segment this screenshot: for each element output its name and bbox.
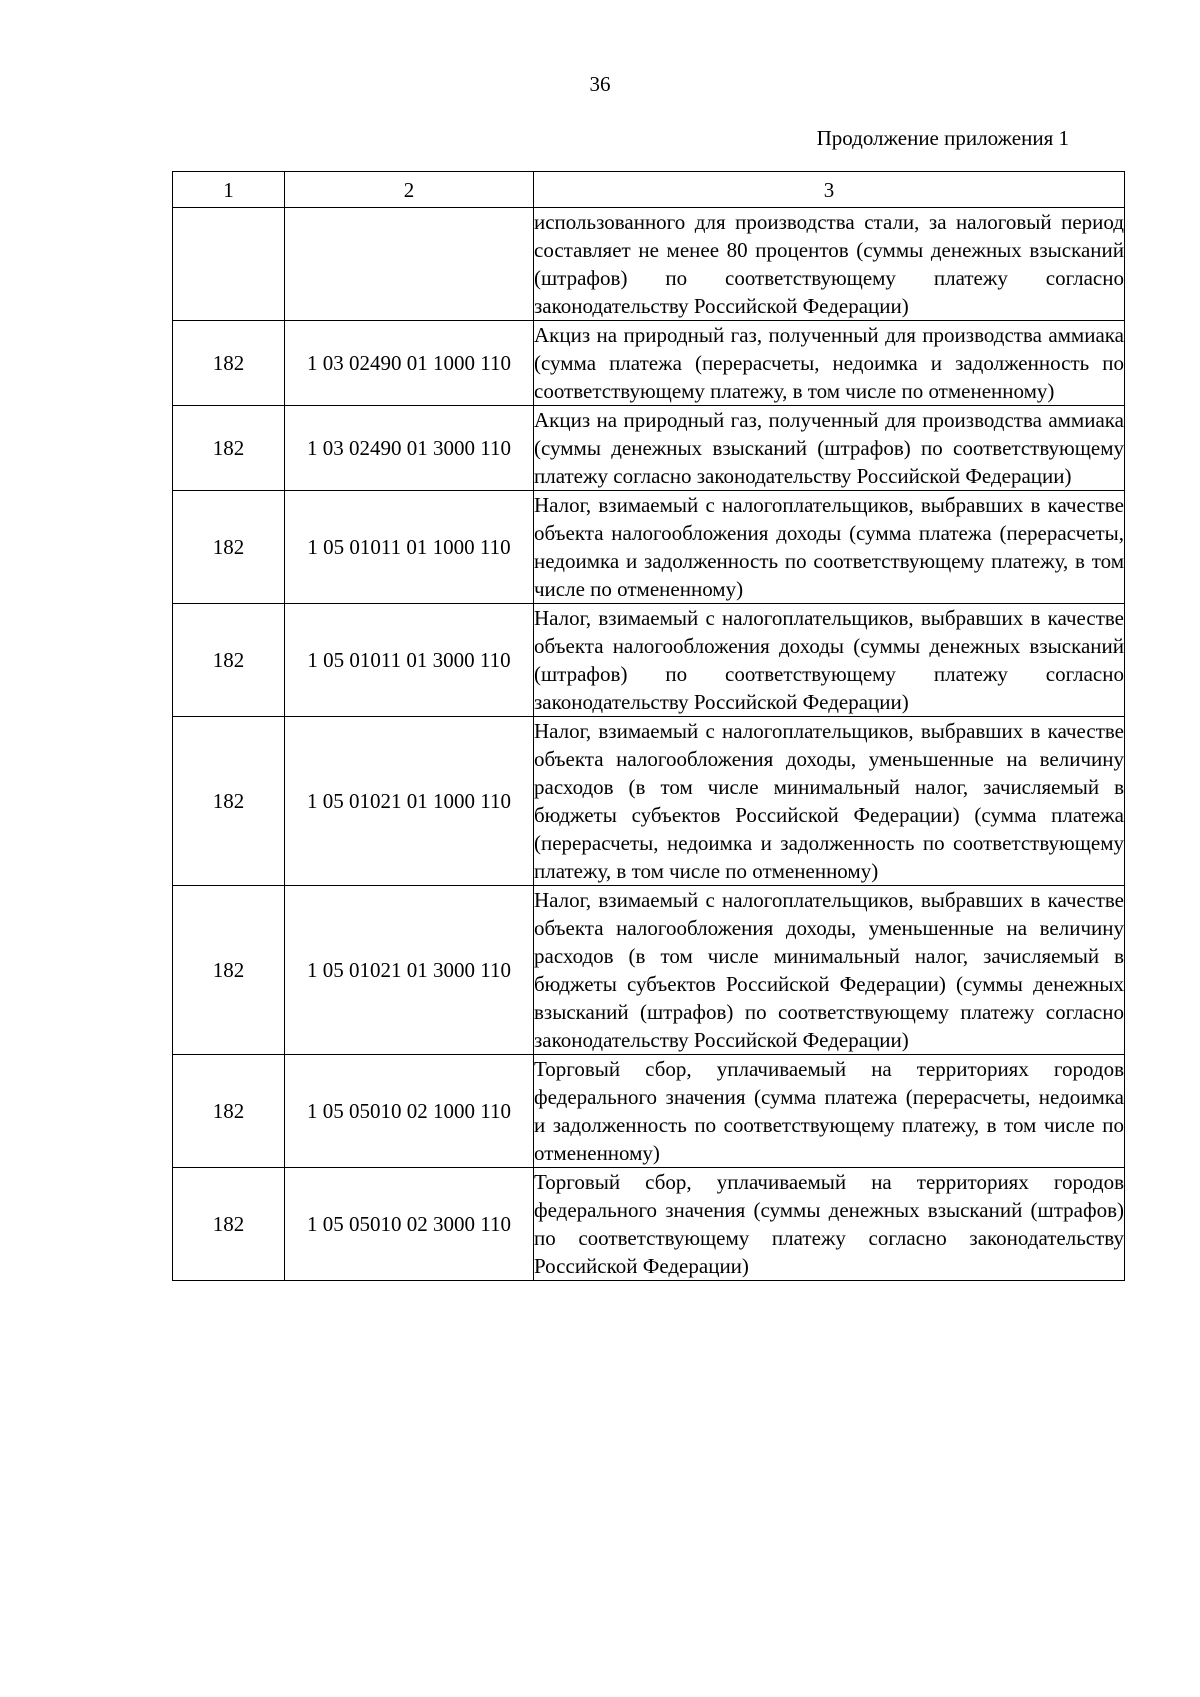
table-row xyxy=(173,1168,1125,1281)
continuation-label: Продолжение приложения 1 xyxy=(816,126,1069,150)
column-header-2: 2 xyxy=(285,172,534,208)
admin-code-cell: 182 xyxy=(173,406,285,491)
admin-code-cell xyxy=(173,208,285,321)
revenue-codes-table xyxy=(172,171,1125,1281)
admin-code-cell: 182 xyxy=(173,886,285,1055)
admin-code-cell: 182 xyxy=(173,1168,285,1281)
table-row xyxy=(173,208,1125,321)
description-cell: Акциз на природный газ, полученный для производства аммиака (сумма платежа (перерасчеты, недоимка и задолженность по соответствующему платежу, в том числе по отмененному) xyxy=(534,321,1125,406)
admin-code-cell: 182 xyxy=(173,491,285,604)
kbk-cell: 1 03 02490 01 3000 110 xyxy=(285,406,534,491)
kbk-cell: 1 05 05010 02 1000 110 xyxy=(285,1055,534,1168)
column-header-3: 3 xyxy=(534,172,1125,208)
admin-code-cell: 182 xyxy=(173,604,285,717)
description-cell: Налог, взимаемый с налогоплательщиков, выбравших в качестве объекта налогообложения доходы, уменьшенные на величину расходов (в том числе минимальный налог, зачисляемый в бюджеты субъектов Российской Федерации) (суммы денежных взысканий (штрафов) по соответствующему платежу согласно законодательству Российской Федерации) xyxy=(534,886,1125,1055)
kbk-cell: 1 05 01021 01 1000 110 xyxy=(285,717,534,886)
table-header-row xyxy=(173,172,1125,208)
description-cell: Налог, взимаемый с налогоплательщиков, выбравших в качестве объекта налогообложения доходы, уменьшенные на величину расходов (в том числе минимальный налог, зачисляемый в бюджеты субъектов Российской Федерации) (сумма платежа (перерасчеты, недоимка и задолженность по соответствующему платежу, в том числе по отмененному) xyxy=(534,717,1125,886)
kbk-cell: 1 05 05010 02 3000 110 xyxy=(285,1168,534,1281)
admin-code-cell: 182 xyxy=(173,717,285,886)
kbk-cell: 1 05 01011 01 3000 110 xyxy=(285,604,534,717)
description-cell: Налог, взимаемый с налогоплательщиков, выбравших в качестве объекта налогообложения доходы (суммы денежных взысканий (штрафов) по соответствующему платежу согласно законодательству Российской Федерации) xyxy=(534,604,1125,717)
table-row xyxy=(173,491,1125,604)
table-row xyxy=(173,886,1125,1055)
kbk-cell xyxy=(285,208,534,321)
kbk-cell: 1 03 02490 01 1000 110 xyxy=(285,321,534,406)
table-row xyxy=(173,321,1125,406)
admin-code-cell: 182 xyxy=(173,321,285,406)
kbk-cell: 1 05 01011 01 1000 110 xyxy=(285,491,534,604)
table-row xyxy=(173,406,1125,491)
description-cell: Торговый сбор, уплачиваемый на территориях городов федерального значения (суммы денежных взысканий (штрафов) по соответствующему платежу согласно законодательству Российской Федерации) xyxy=(534,1168,1125,1281)
admin-code-cell: 182 xyxy=(173,1055,285,1168)
description-cell: Налог, взимаемый с налогоплательщиков, выбравших в качестве объекта налогообложения доходы (сумма платежа (перерасчеты, недоимка и задолженность по соответствующему платежу, в том числе по отмененному) xyxy=(534,491,1125,604)
table-row xyxy=(173,604,1125,717)
description-cell: использованного для производства стали, за налоговый период составляет не менее 80 процентов (суммы денежных взысканий (штрафов) по соответствующему платежу согласно законодательству Российской Федерации) xyxy=(534,208,1125,321)
description-cell: Акциз на природный газ, полученный для производства аммиака (суммы денежных взысканий (штрафов) по соответствующему платежу согласно законодательству Российской Федерации) xyxy=(534,406,1125,491)
kbk-cell: 1 05 01021 01 3000 110 xyxy=(285,886,534,1055)
page-number: 36 xyxy=(589,72,611,96)
table-row xyxy=(173,717,1125,886)
table-row xyxy=(173,1055,1125,1168)
column-header-1: 1 xyxy=(173,172,285,208)
description-cell: Торговый сбор, уплачиваемый на территориях городов федерального значения (сумма платежа (перерасчеты, недоимка и задолженность по соответствующему платежу, в том числе по отмененному) xyxy=(534,1055,1125,1168)
